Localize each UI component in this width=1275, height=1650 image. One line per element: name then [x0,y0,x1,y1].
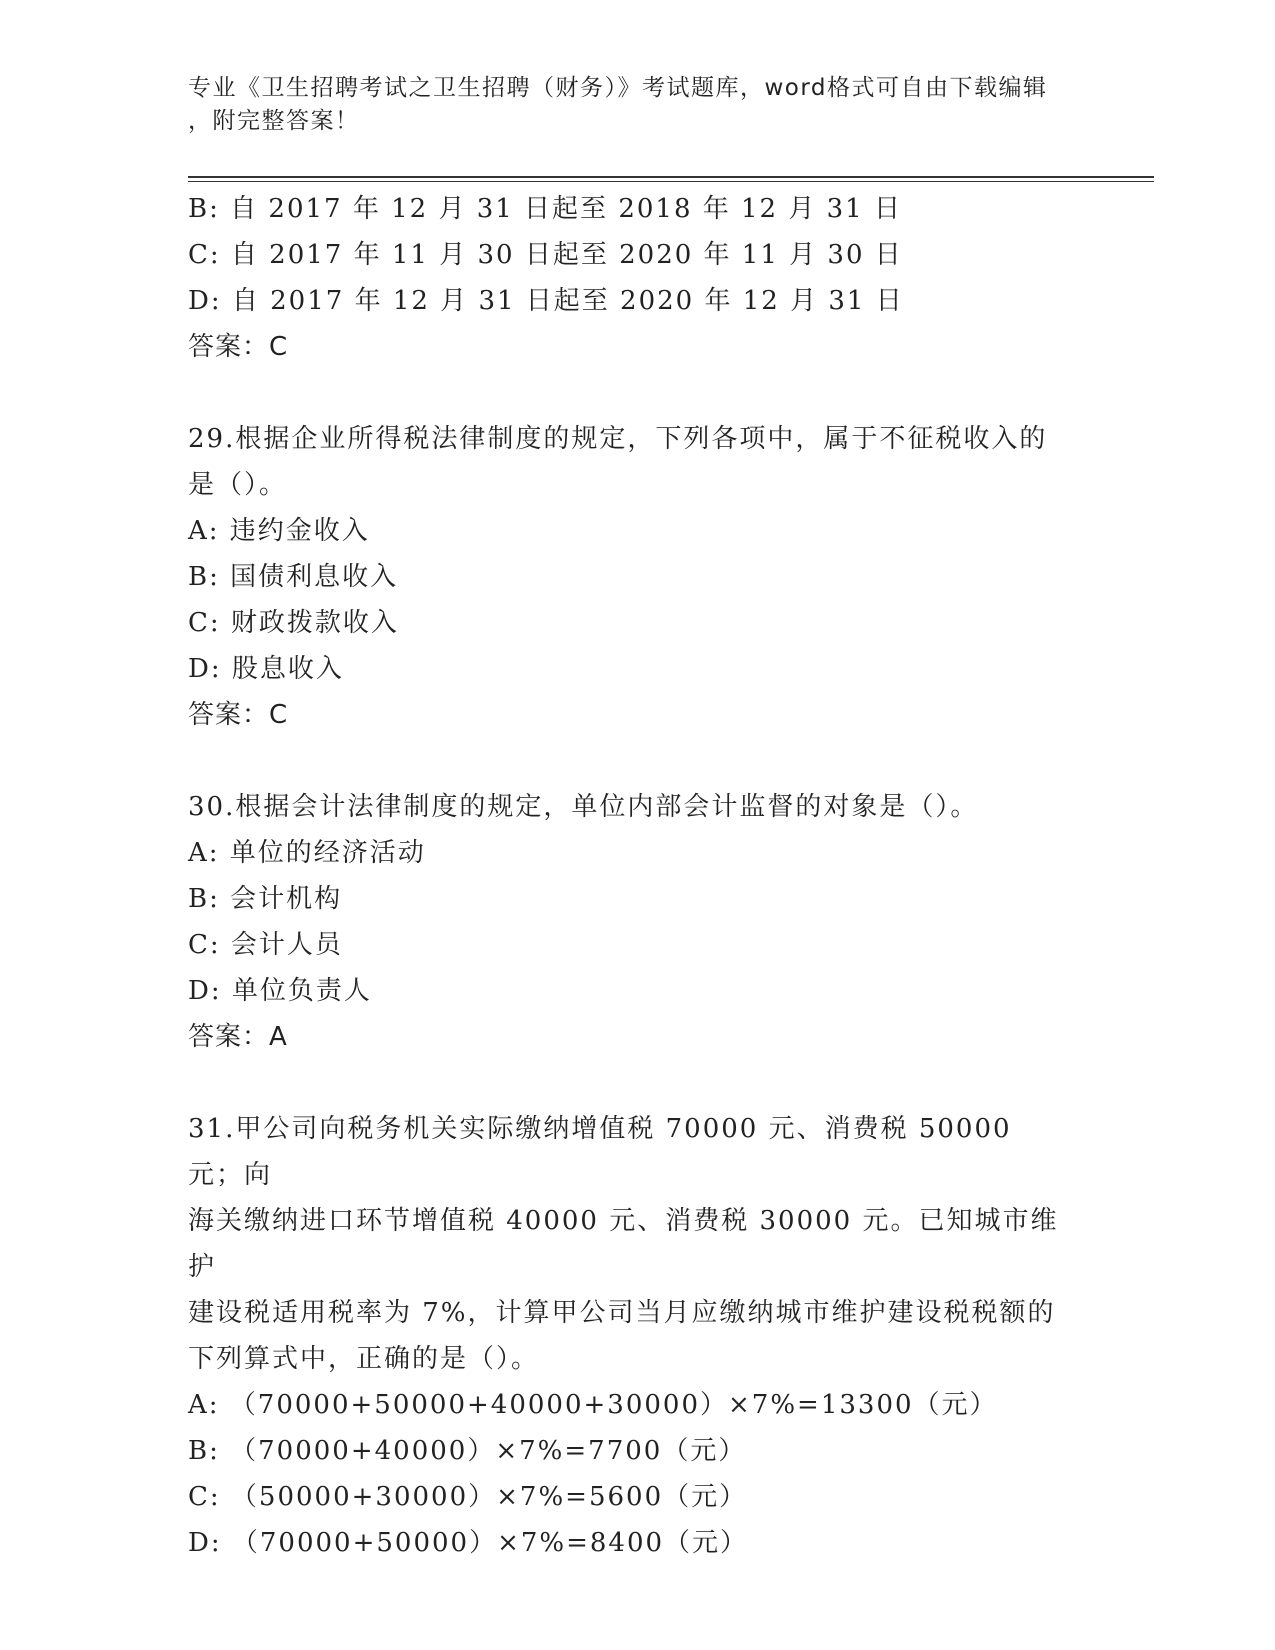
q31-option-b: B: （70000+40000）×7%=7700（元） [188,1436,747,1466]
question-30 [188,784,1088,1060]
q31-stem-line-1: 31.甲公司向税务机关实际缴纳增值税 70000 元、消费税 50000 元；向 [188,1114,1012,1190]
q31-option-a: A: （70000+50000+40000+30000）×7%=13300（元） [188,1390,998,1420]
q28-answer: 答案：C [188,332,289,362]
question-list [188,186,1088,1566]
header-line-2: ，附完整答案！ [188,108,360,134]
q29-option-d: D: 股息收入 [188,654,344,684]
q29-answer: 答案：C [188,700,289,730]
spacer [188,1060,1088,1106]
q28-option-d: D: 自 2017 年 12 月 31 日起至 2020 年 12 月 31 日 [188,286,904,316]
question-31 [188,1106,1088,1566]
header-divider [188,176,1154,178]
q29-stem [188,416,1068,508]
q31-stem-line-4: 下列算式中，正确的是（）。 [188,1344,540,1374]
q30-option-c: C: 会计人员 [188,930,343,960]
q31-option-d: D: （70000+50000）×7%=8400（元） [188,1528,749,1558]
q30-option-b: B: 会计机构 [188,884,343,914]
q31-stem-line-2: 海关缴纳进口环节增值税 40000 元、消费税 30000 元。已知城市维护 [188,1206,1059,1282]
q31-stem [188,1106,1068,1382]
q29-option-b: B: 国债利息收入 [188,562,399,592]
q28-option-b: B: 自 2017 年 12 月 31 日起至 2018 年 12 月 31 日 [188,194,902,224]
header-divider-thin [188,181,1154,182]
question-29 [188,416,1088,738]
q29-stem-line-1: 29.根据企业所得税法律制度的规定，下列各项中，属于不征税收入的 [188,424,1048,454]
q30-stem: 30.根据会计法律制度的规定，单位内部会计监督的对象是（）。 [188,792,979,822]
q29-option-c: C: 财政拨款收入 [188,608,399,638]
header-line-1: 专业《卫生招聘考试之卫生招聘（财务）》考试题库，word格式可自由下载编辑 [188,75,1048,101]
q30-option-a: A: 单位的经济活动 [188,838,426,868]
question-28 [188,186,1088,370]
spacer [188,738,1088,784]
q29-stem-line-2: 是（）。 [188,470,288,500]
q28-option-c: C: 自 2017 年 11 月 30 日起至 2020 年 11 月 30 日 [188,240,903,270]
spacer [188,370,1088,416]
q31-option-c: C: （50000+30000）×7%=5600（元） [188,1482,748,1512]
q30-option-d: D: 单位负责人 [188,976,372,1006]
document-header [188,72,1068,138]
q29-option-a: A: 违约金收入 [188,516,370,546]
q30-answer: 答案：A [188,1022,288,1052]
q31-stem-line-3: 建设税适用税率为 7%，计算甲公司当月应缴纳城市维护建设税税额的 [188,1298,1056,1328]
